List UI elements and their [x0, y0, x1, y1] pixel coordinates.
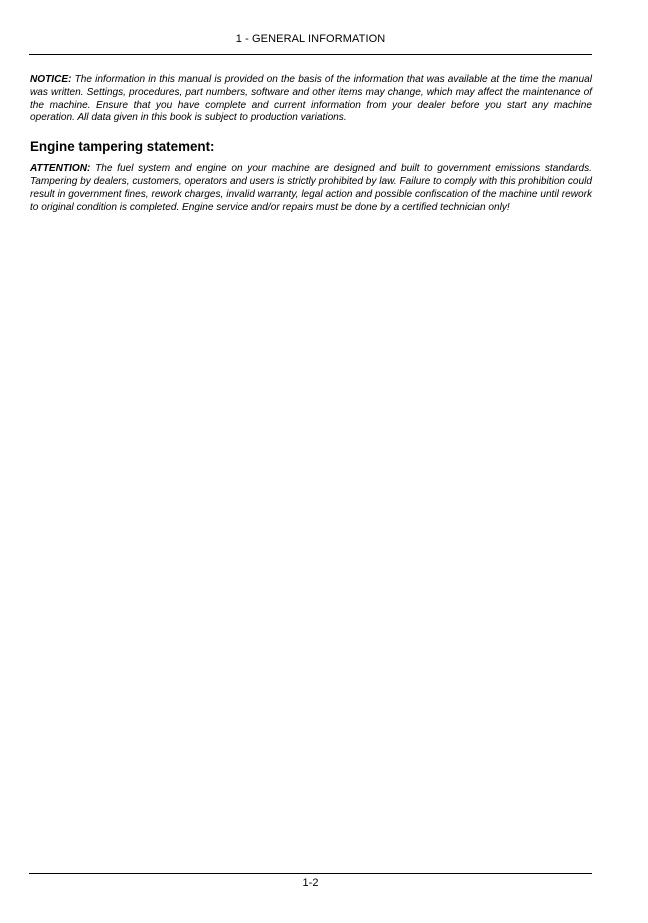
- footer-divider: [29, 873, 592, 874]
- notice-text: The information in this manual is provided on the basis of the information that was available at the time the manual was written. Settings, procedures, part numbers, software and other items may change, which may affect the maintenance of the machine. Ensure that you have complete and current information from your dealer before you start any machine operation. All data given in this book is subject to production variations.: [30, 74, 592, 124]
- notice-lead: NOTICE:: [30, 74, 72, 85]
- section-heading: Engine tampering statement:: [30, 139, 215, 155]
- notice-paragraph: [30, 74, 592, 125]
- page-header-title: 1 - GENERAL INFORMATION: [235, 33, 386, 45]
- attention-paragraph: [30, 163, 592, 214]
- header-divider: [29, 54, 592, 55]
- page-number: 1-2: [302, 877, 319, 889]
- page-content: [30, 74, 592, 214]
- attention-lead: ATTENTION:: [30, 163, 91, 175]
- attention-text: The fuel system and engine on your machine are designed and built to government emissions standards. Tampering by dealers, customers, operators and users is strictly prohibited by law. Failure to comply with this prohibition could result in government fines, rework charges, invalid warranty, legal action and possible confiscation of the machine until rework to original condition is completed. Engine service and/or repairs must be done by a certified technician only!: [30, 163, 592, 213]
